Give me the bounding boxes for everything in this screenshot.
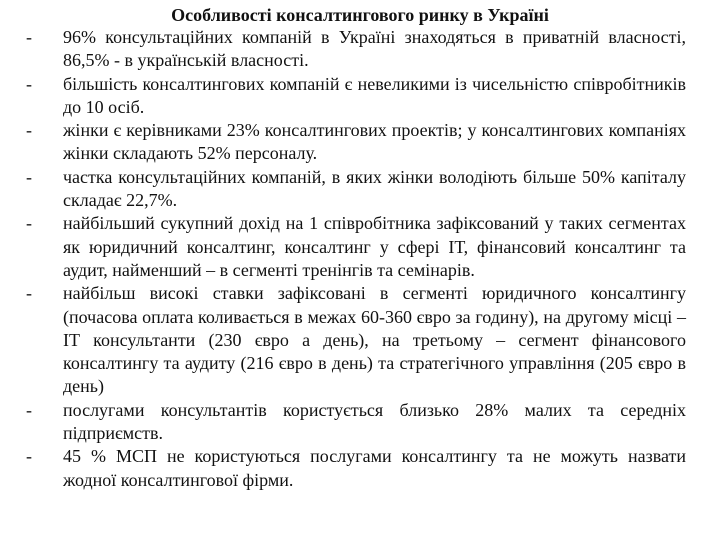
bullet-dash: - [26, 73, 32, 94]
list-item-text: частка консультаційних компаній, в яких жінки володіють більше 50% капіталу складає 22,7%. [63, 166, 686, 211]
list-item [26, 73, 686, 120]
list-item [26, 445, 686, 492]
list-item-text: 45 % МСП не користуються послугами консалтингу та не можуть назвати жодної консалтингової фірми. [63, 446, 686, 490]
bullet-dash: - [26, 399, 32, 420]
list-item [26, 119, 686, 166]
bullet-dash: - [26, 213, 32, 234]
list-item-text: найбільш високі ставки зафіксовані в сегменті юридичного консалтингу (почасова оплата коливається в межах 60-360 євро за годину), на другому місці – ІТ консультанти (230 євро а день), на третьому – сегмент фінансового консалтингу та аудиту (216 євро в день) та стратегічного управління (205 євро в день) [63, 283, 686, 397]
list-item-text: найбільший сукупний дохід на 1 співробітника зафіксований у таких сегментах як юридичний консалтинг, консалтинг у сфері ІТ, фінансовий консалтинг та аудит, найменший – в сегменті тренінгів та семінарів. [63, 213, 686, 280]
bullet-dash: - [26, 446, 32, 467]
list-item-text: послугами консультантів користується близько 28% малих та середніх підприємств. [63, 399, 686, 444]
list-item [26, 282, 686, 398]
bullet-dash: - [26, 283, 32, 304]
slide-title: Особливості консалтингового ринку в Україні [171, 5, 549, 25]
list-item-text: жінки є керівниками 23% консалтингових проектів; у консалтингових компаніях жінки складають 52% персоналу. [63, 120, 686, 164]
list-item [26, 26, 686, 73]
list-item [26, 166, 686, 213]
bullet-dash: - [26, 27, 32, 47]
bullet-dash: - [26, 166, 32, 187]
list-item-text: більшість консалтингових компаній є невеликими із чисельністю співробітників до 10 осіб. [63, 73, 686, 117]
list-item [26, 399, 686, 446]
bullet-list [26, 26, 686, 492]
list-item-text: 96% консультаційних компаній в Україні знаходяться в приватній власності, 86,5% - в українській власності. [63, 27, 686, 71]
list-item [26, 212, 686, 282]
bullet-dash: - [26, 120, 32, 141]
